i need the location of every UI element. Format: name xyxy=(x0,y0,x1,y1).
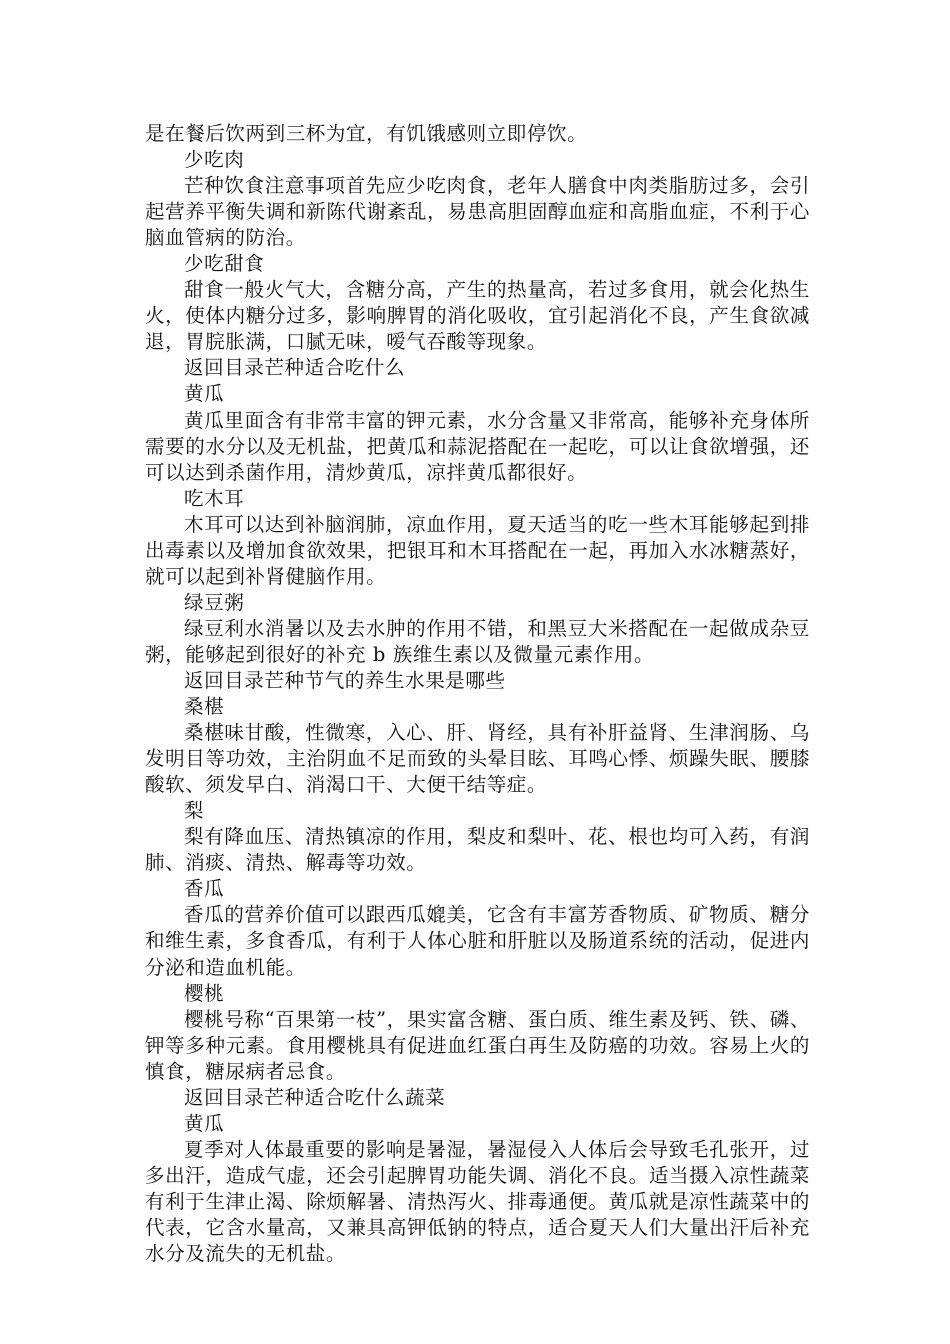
heading-section-what-to-eat: 返回目录芒种适合吃什么 xyxy=(184,356,406,380)
heading-less-sweets: 少吃甜食 xyxy=(184,252,265,276)
paragraph-cherry: 樱桃号称“百果第一枝”，果实富含糖、蛋白质、维生素及钙、铁、磷、钾等多种元素。食用樱桃具有促进血红蛋白再生及防癌的功效。容易上火的慎食，糖尿病者忌食。 xyxy=(145,1007,810,1083)
heading-mulberry: 桑椹 xyxy=(184,695,225,719)
paragraph-mulberry: 桑椹味甘酸，性微寒，入心、肝、肾经，具有补肝益肾、生津润肠、乌发明目等功效，主治阴血不足而致的头晕目眩、耳鸣心悸、烦躁失眠、腰膝酸软、须发早白、消渴口干、大便干结等症。 xyxy=(145,721,810,797)
heading-cucumber-vegetable: 黄瓜 xyxy=(184,1111,225,1135)
heading-section-fruits: 返回目录芒种节气的养生水果是哪些 xyxy=(184,668,506,692)
heading-wood-ear: 吃木耳 xyxy=(184,486,245,510)
paragraph-cucumber: 黄瓜里面含有非常丰富的钾元素，水分含量又非常高，能够补充身体所需要的水分以及无机盐，把黄瓜和蒜泥搭配在一起吃，可以让食欲增强，还可以达到杀菌作用，清炒黄瓜，凉拌黄瓜都很好。 xyxy=(145,408,810,484)
paragraph-melon: 香瓜的营养价值可以跟西瓜媲美，它含有丰富芳香物质、矿物质、糖分和维生素，多食香瓜，有利于人体心脏和肝脏以及肠道系统的活动，促进内分泌和造血机能。 xyxy=(145,903,810,979)
heading-melon: 香瓜 xyxy=(184,877,225,901)
paragraph-less-sweets: 甜食一般火气大，含糖分高，产生的热量高，若过多食用，就会化热生火，使体内糖分过多，影响脾胃的消化吸收，宜引起消化不良，产生食欲减退，胃脘胀满，口腻无味，嗳气吞酸等现象。 xyxy=(145,278,810,354)
paragraph-pear: 梨有降血压、清热镇凉的作用，梨皮和梨叶、花、根也均可入药，有润肺、消痰、清热、解毒等功效。 xyxy=(145,825,810,875)
heading-cherry: 樱桃 xyxy=(184,981,225,1005)
document-page xyxy=(145,121,810,1267)
heading-pear: 梨 xyxy=(184,799,205,823)
heading-cucumber: 黄瓜 xyxy=(184,382,225,406)
paragraph-less-meat: 芒种饮食注意事项首先应少吃肉食，老年人膳食中肉类脂肪过多，会引起营养平衡失调和新陈代谢紊乱，易患高胆固醇血症和高脂血症，不利于心脑血管病的防治。 xyxy=(145,174,810,250)
heading-section-vegetables: 返回目录芒种适合吃什么蔬菜 xyxy=(184,1085,446,1109)
heading-mung-bean-porridge: 绿豆粥 xyxy=(184,590,245,614)
heading-less-meat: 少吃肉 xyxy=(184,148,245,172)
paragraph-cucumber-vegetable: 夏季对人体最重要的影响是暑湿，暑湿侵入人体后会导致毛孔张开，过多出汗，造成气虚，还会引起脾胃功能失调、消化不良。适当摄入凉性蔬菜有利于生津止渴、除烦解暑、清热泻火、排毒通便。黄瓜就是凉性蔬菜中的代表，它含水量高，又兼具高钾低钠的特点，适合夏天人们大量出汗后补充水分及流失的无机盐。 xyxy=(145,1137,810,1266)
paragraph-wood-ear: 木耳可以达到补脑润肺，凉血作用，夏天适当的吃一些木耳能够起到排出毒素以及增加食欲效果，把银耳和木耳搭配在一起，再加入水冰糖蒸好，就可以起到补肾健脑作用。 xyxy=(145,512,810,588)
paragraph-mung-bean-porridge: 绿豆利水消暑以及去水肿的作用不错，和黑豆大米搭配在一起做成杂豆粥，能够起到很好的补充 b 族维生素以及微量元素作用。 xyxy=(145,616,810,666)
paragraph-tea-continuation: 是在餐后饮两到三杯为宜，有饥饿感则立即停饮。 xyxy=(145,122,588,145)
